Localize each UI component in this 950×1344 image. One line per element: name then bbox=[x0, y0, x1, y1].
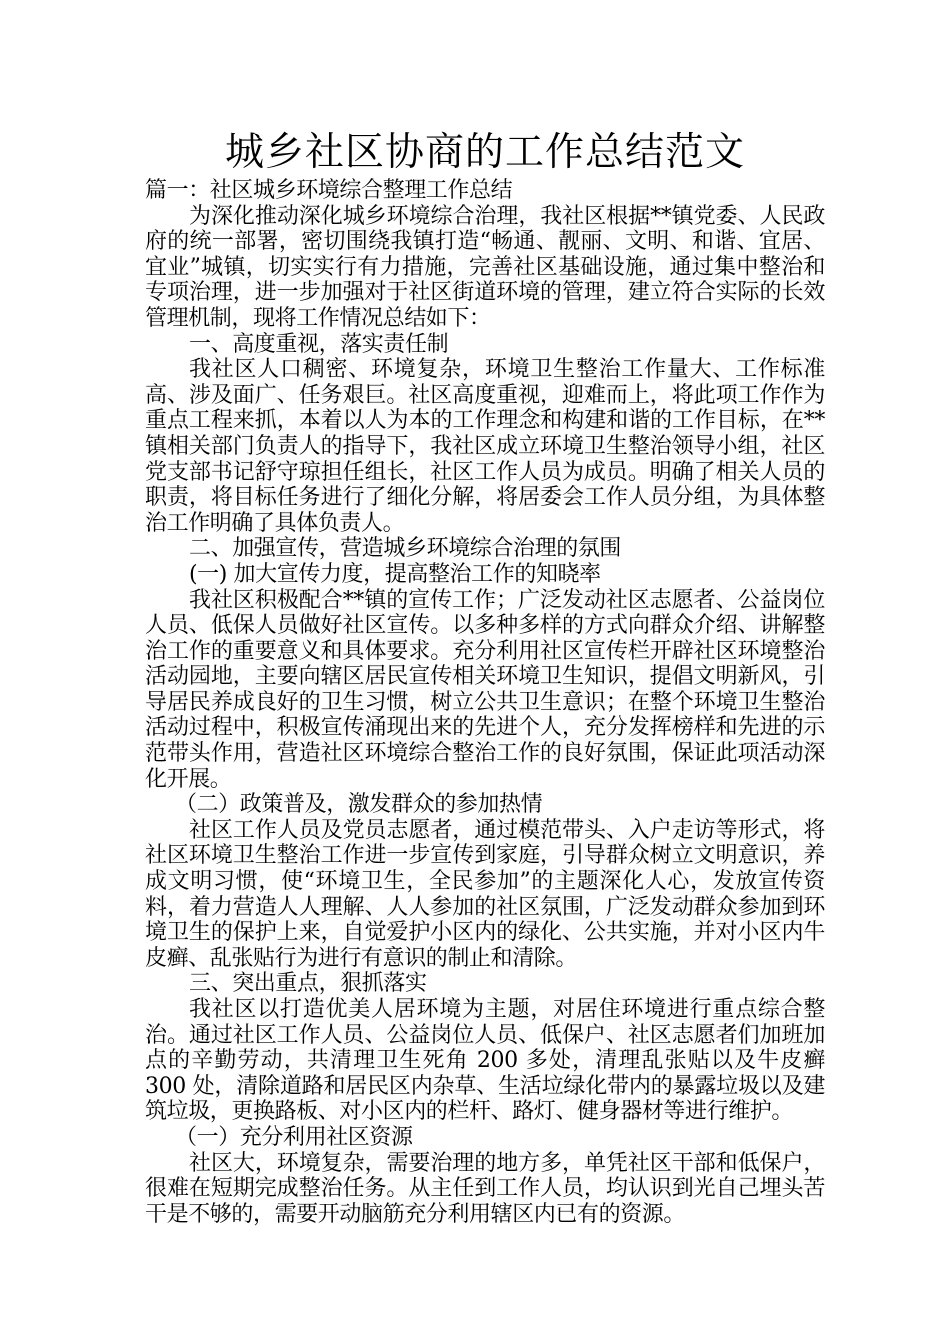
paragraph: 我社区积极配合**镇的宣传工作；广泛发动社区志愿者、公益岗位人员、低保人员做好社区宣传。以多种多样的方式向群众介绍、讲解整治工作的重要意义和具体要求。充分利用社区宣传栏开辟社区环境整治活动园地，主要向辖区居民宣传相关环境卫生知识，提倡文明新风，引导居民养成良好的卫生习惯，树立公共卫生意识；在整个环境卫生整治活动过程中，积极宣传涌现出来的先进个人，充分发挥榜样和先进的示范带头作用，营造社区环境综合整治工作的良好氛围，保证此项活动深化开展。 bbox=[145, 587, 825, 792]
document-body bbox=[145, 178, 825, 1227]
subheading: （一）充分利用社区资源 bbox=[175, 1124, 413, 1150]
paragraph: 我社区以打造优美人居环境为主题，对居住环境进行重点综合整治。通过社区工作人员、公益岗位人员、低保户、社区志愿者们加班加点的辛勤劳动，共清理卫生死角 200 多处，清理乱张贴以及牛皮癣 300 处，清除道路和居民区内杂草、生活垃绿化带内的暴露垃圾以及建筑垃圾，更换路板、对小区内的栏杆、路灯、健身器材等进行维护。 bbox=[145, 997, 825, 1125]
subheading: 二、加强宣传，营造城乡环境综合治理的氛围 bbox=[189, 536, 622, 562]
document-title: 城乡社区协商的工作总结范文 bbox=[224, 130, 745, 175]
paragraph: 我社区人口稠密、环境复杂，环境卫生整治工作量大、工作标准高、涉及面广、任务艰巨。社区高度重视，迎难而上，将此项工作作为重点工程来抓，本着以人为本的工作理念和构建和谐的工作目标，在**镇相关部门负责人的指导下，我社区成立环境卫生整治领导小组，社区党支部书记舒守琼担任组长，社区工作人员为成员。明确了相关人员的职责，将目标任务进行了细化分解，将居委会工作人员分组，为具体整治工作明确了具体负责人。 bbox=[145, 357, 825, 536]
subheading: 三、突出重点，狠抓落实 bbox=[189, 971, 427, 997]
section-heading: 篇一：社区城乡环境综合整理工作总结 bbox=[145, 178, 513, 203]
subheading: (一) 加大宣传力度，提高整治工作的知晓率 bbox=[189, 561, 601, 587]
paragraph: 为深化推动深化城乡环境综合治理，我社区根据**镇党委、人民政府的统一部署，密切围绕我镇打造“畅通、靓丽、文明、和谐、宜居、宜业”城镇，切实实行有力措施，完善社区基础设施，通过集中整治和专项治理，进一步加强对于社区街道环境的管理，建立符合实际的长效管理机制，现将工作情况总结如下： bbox=[145, 203, 825, 331]
subheading: （二）政策普及，激发群众的参加热情 bbox=[175, 792, 543, 818]
paragraph: 社区大，环境复杂，需要治理的地方多，单凭社区干部和低保户，很难在短期完成整治任务。从主任到工作人员，均认识到光自己埋头苦干是不够的，需要开动脑筋充分利用辖区内已有的资源。 bbox=[145, 1150, 825, 1227]
paragraph: 社区工作人员及党员志愿者，通过模范带头、入户走访等形式，将社区环境卫生整治工作进一步宣传到家庭，引导群众树立文明意识，养成文明习惯，使“环境卫生，全民参加”的主题深化人心，发放宣传资料，着力营造人人理解、人人参加的社区氛围，广泛发动群众参加到环境卫生的保护上来，自觉爱护小区内的绿化、公共实施，并对小区内牛皮癣、乱张贴行为进行有意识的制止和清除。 bbox=[145, 817, 825, 971]
document-page bbox=[145, 130, 825, 1227]
subheading: 一、高度重视，落实责任制 bbox=[189, 331, 449, 357]
